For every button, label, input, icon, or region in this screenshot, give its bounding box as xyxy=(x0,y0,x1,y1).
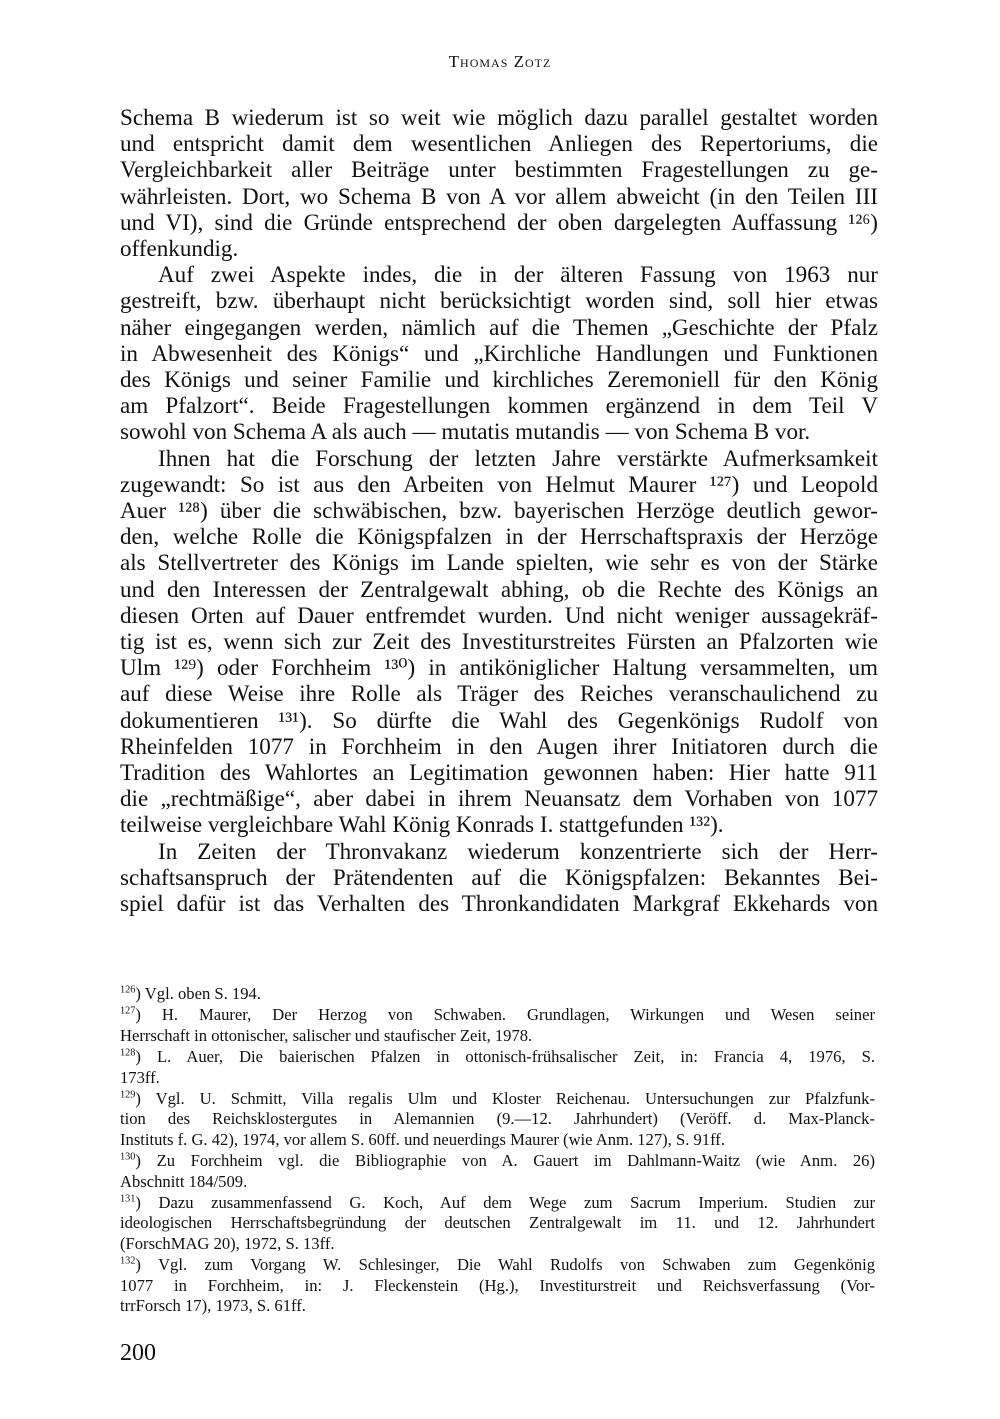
paragraph xyxy=(120,261,878,444)
text-line: Ihnen hat die Forschung der letzten Jahre verstärkte Aufmerksamkeit xyxy=(158,444,878,471)
footnote xyxy=(120,1151,875,1192)
page-number: 200 xyxy=(120,1340,156,1366)
text-line: und VI), sind die Gründe entsprechend der oben dargelegten Auffassung ¹²⁶) xyxy=(120,208,878,235)
paragraph xyxy=(120,445,878,838)
footnote-number: 130 xyxy=(120,1151,136,1163)
text-line: Auer ¹²⁸) über die schwäbischen, bzw. bayerischen Herzöge deutlich gewor- xyxy=(120,497,878,524)
footnote-number: 129 xyxy=(120,1089,136,1101)
footnote-line: 1077 in Forchheim, in: J. Fleckenstein (Hg.), Investiturstreit und Reichsverfassung (Vor- xyxy=(120,1275,875,1295)
footnote-line: 173ff. xyxy=(120,1067,160,1087)
footnote-text: Vgl. zum Vorgang W. Schlesinger, Die Wahl Rudolfs von Schwaben zum Gegenkönig xyxy=(158,1255,875,1275)
paragraph xyxy=(120,838,878,917)
text-line: Auf zwei Aspekte indes, die in der älteren Fassung von 1963 nur xyxy=(158,261,878,288)
footnote-line: $^{127}$) H. Maurer, Der Herzog von Schwaben. Grundlagen, Wirkungen und Wesen seiner xyxy=(120,1005,875,1025)
text-line: als Stellvertreter des Königs im Lande spielten, wie sehr es von der Stärke xyxy=(120,549,878,576)
footnote-text: Dazu zusammenfassend G. Koch, Auf dem Wege zum Sacrum Imperium. Studien zur xyxy=(158,1193,875,1213)
text-line: offenkundig. xyxy=(120,235,239,262)
footnote-text: Zu Forchheim vgl. die Bibliographie von A. Gauert im Dahlmann-Waitz (wie Anm. 26) xyxy=(156,1151,875,1171)
footnotes xyxy=(120,984,875,1318)
footnote-number: 127 xyxy=(120,1005,136,1017)
text-line: die „rechtmäßige“, aber dabei in ihrem Neuansatz dem Vorhaben von 1077 xyxy=(120,785,878,812)
footnote-line: (ForschMAG 20), 1972, S. 13ff. xyxy=(120,1233,335,1253)
text-line: Tradition des Wahlortes an Legitimation gewonnen haben: Hier hatte 911 xyxy=(120,759,878,786)
text-line: am Pfalzort“. Beide Fragestellungen kommen ergänzend in dem Teil V xyxy=(120,392,878,419)
text-line: in Abwesenheit des Königs“ und „Kirchliche Handlungen und Funktionen xyxy=(120,339,878,366)
running-head: Thomas Zotz xyxy=(448,52,552,71)
footnote xyxy=(120,1089,875,1150)
footnote-line: Abschnitt 184/509. xyxy=(120,1171,248,1191)
text-line: des Königs und seiner Familie und kirchliches Zeremoniell für den König xyxy=(120,366,878,393)
text-line: Vergleichbarkeit aller Beiträge unter bestimmten Fragestellungen zu ge- xyxy=(120,156,878,183)
text-line: dokumentieren ¹³¹). So dürfte die Wahl des Gegenkönigs Rudolf von xyxy=(120,706,878,733)
text-line: spiel dafür ist das Verhalten des Thronkandidaten Markgraf Ekkehards von xyxy=(120,890,878,917)
footnote-line: $^{129}$) Vgl. U. Schmitt, Villa regalis Ulm und Kloster Reichenau. Untersuchungen zur Pfalzfunk- xyxy=(120,1089,875,1109)
footnote-text: L. Auer, Die baierischen Pfalzen in ottonisch-frühsalischer Zeit, in: Francia 4, 1976, S. xyxy=(156,1047,875,1067)
text-line: teilweise vergleichbare Wahl König Konrads I. stattgefunden ¹³²). xyxy=(120,811,724,838)
footnote-line: $^{130}$) Zu Forchheim vgl. die Bibliographie von A. Gauert im Dahlmann-Waitz (wie Anm. 26) xyxy=(120,1151,875,1171)
footnote xyxy=(120,1047,875,1088)
footnote-line: trrForsch 17), 1973, S. 61ff. xyxy=(120,1296,306,1316)
text-line: zugewandt: So ist aus den Arbeiten von Helmut Maurer ¹²⁷) und Leopold xyxy=(120,470,878,497)
footnote xyxy=(120,1193,875,1254)
text-line: In Zeiten der Thronvakanz wiederum konzentrierte sich der Herr- xyxy=(158,837,878,864)
footnote-text: H. Maurer, Der Herzog von Schwaben. Grundlagen, Wirkungen und Wesen seiner xyxy=(161,1005,875,1025)
text-line: schaftsanspruch der Prätendenten auf die Königspfalzen: Bekanntes Bei- xyxy=(120,863,878,890)
footnote-number: 131 xyxy=(120,1193,136,1205)
footnote-line: $^{128}$) L. Auer, Die baierischen Pfalzen in ottonisch-frühsalischer Zeit, in: Francia 4, 1976, S. xyxy=(120,1047,875,1067)
text-line: sowohl von Schema A als auch — mutatis mutandis — von Schema B vor. xyxy=(120,418,811,445)
footnote-line: $^{126}$) Vgl. oben S. 194. xyxy=(120,984,261,1003)
footnote-line: tion des Reichsklostergutes in Alemannien (9.—12. Jahrhundert) (Veröff. d. Max-Planck- xyxy=(120,1109,875,1129)
text-line: und den Interessen der Zentralgewalt abhing, ob die Rechte des Königs an xyxy=(120,575,878,602)
footnote xyxy=(120,1005,875,1046)
footnote-text: Vgl. U. Schmitt, Villa regalis Ulm und Kloster Reichenau. Untersuchungen zur Pfalzfunk- xyxy=(155,1089,875,1109)
footnote-line: $^{131}$) Dazu zusammenfassend G. Koch, Auf dem Wege zum Sacrum Imperium. Studien zur xyxy=(120,1193,875,1213)
footnote-line: ideologischen Herrschaftsbegründung der deutschen Zentralgewalt im 11. und 12. Jahrhundert xyxy=(120,1213,875,1233)
footnote-number: 126 xyxy=(120,984,136,996)
text-line: Rheinfelden 1077 in Forchheim in den Augen ihrer Initiatoren durch die xyxy=(120,732,878,759)
text-line: tig ist es, wenn sich zur Zeit des Investiturstreites Fürsten an Pfalzorten wie xyxy=(120,628,878,655)
text-line: Schema B wiederum ist so weit wie möglich dazu parallel gestaltet worden xyxy=(120,104,878,130)
text-line: auf diese Weise ihre Rolle als Träger des Reiches veranschaulichend zu xyxy=(120,680,878,707)
footnote-line: $^{132}$) Vgl. zum Vorgang W. Schlesinger, Die Wahl Rudolfs von Schwaben zum Gegenkönig xyxy=(120,1255,875,1275)
text-line: währleisten. Dort, wo Schema B von A vor allem abweicht (in den Teilen III xyxy=(120,182,878,209)
paragraph xyxy=(120,104,878,261)
text-line: näher eingegangen werden, nämlich auf die Themen „Geschichte der Pfalz xyxy=(120,313,878,340)
text-line: und entspricht damit dem wesentlichen Anliegen des Repertoriums, die xyxy=(120,130,878,157)
footnote-line: Herrschaft in ottonischer, salischer und staufischer Zeit, 1978. xyxy=(120,1025,533,1045)
text-line: Ulm ¹²⁹) oder Forchheim ¹³⁰) in antiköniglicher Haltung versammelten, um xyxy=(120,654,878,681)
footnote xyxy=(120,1255,875,1316)
footnote xyxy=(120,984,875,1004)
main-text xyxy=(120,104,878,916)
footnote-line: Instituts f. G. 42), 1974, vor allem S. 60ff. und neuerdings Maurer (wie Anm. 127), S. 91ff. xyxy=(120,1129,725,1149)
footnote-text: Vgl. oben S. 194. xyxy=(144,984,261,1003)
text-line: diesen Orten auf Dauer entfremdet wurden. Und nicht weniger aussagekräf- xyxy=(120,601,878,628)
footnote-number: 128 xyxy=(120,1047,136,1059)
text-line: den, welche Rolle die Königspfalzen in der Herrschaftspraxis der Herzöge xyxy=(120,523,878,550)
text-line: gestreift, bzw. überhaupt nicht berücksichtigt worden sind, soll hier etwas xyxy=(120,287,878,314)
footnote-number: 132 xyxy=(120,1255,136,1267)
